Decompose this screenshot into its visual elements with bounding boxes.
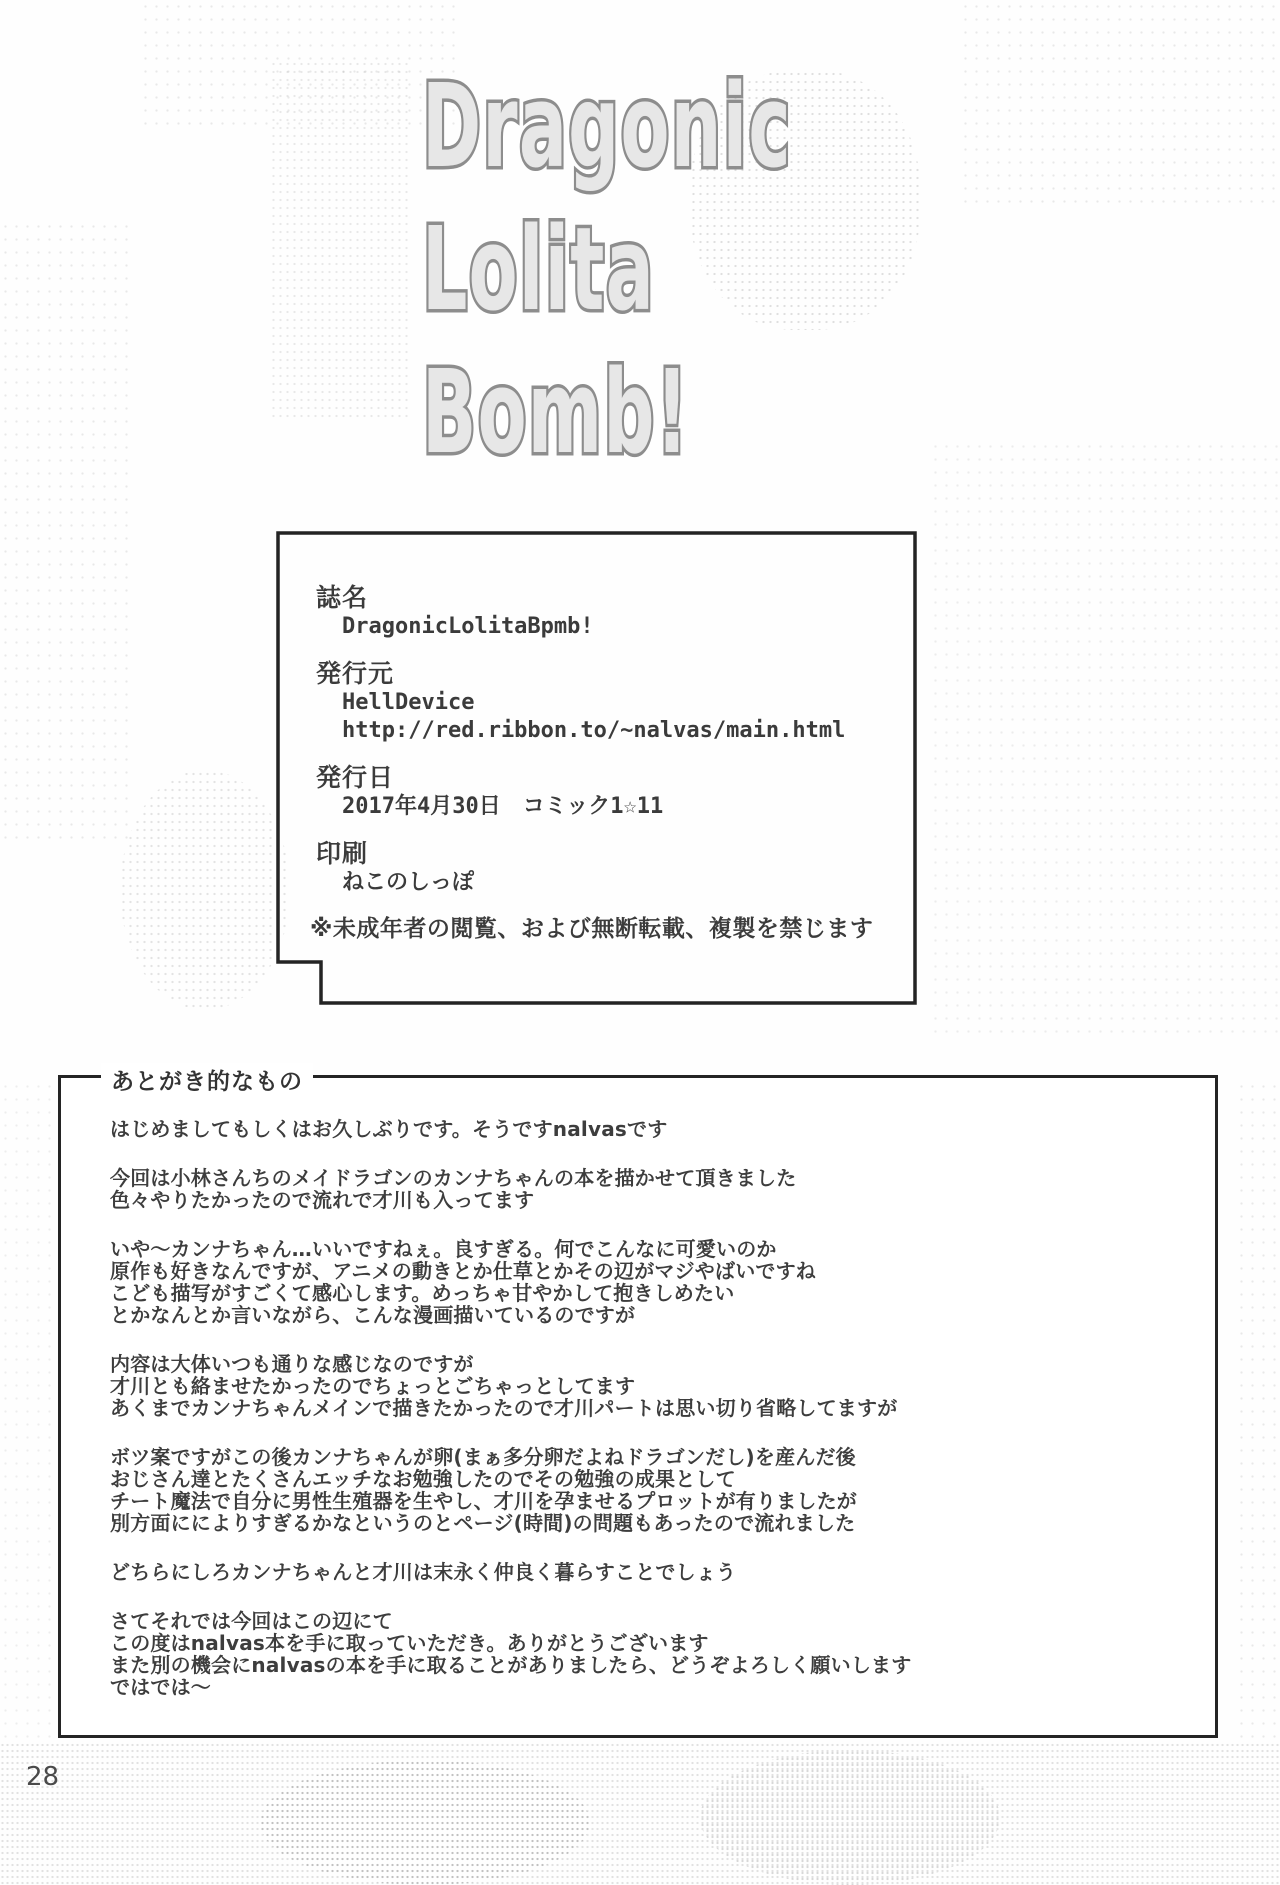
paper-noise — [1236, 1080, 1280, 1740]
colophon-field-title — [278, 583, 912, 641]
afterword-line: はじめましてもしくはお久しぶりです。そうですnalvasです — [110, 1117, 668, 1141]
afterword-line: どちらにしろカンナちゃんと才川は末永く仲良く暮らすことでしょう — [110, 1560, 737, 1584]
field-value: ねこのしっぽ — [342, 870, 475, 895]
colophon-field-publisher — [278, 659, 912, 745]
afterword-line: とかなんとか言いながら、こんな漫画描いているのですが — [110, 1303, 636, 1327]
afterword-line: 別方面にによりすぎるかなというのとページ(時間)の問題もあったので流れました — [110, 1511, 856, 1535]
colophon — [278, 533, 912, 943]
field-label: 発行日 — [316, 763, 395, 792]
afterword-line: 才川とも絡ませたかったのでちょっとごちゃっとしてます — [110, 1374, 636, 1398]
doujin-title — [422, 56, 1019, 485]
afterword-line: チート魔法で自分に男性生殖器を生やし、才川を孕ませるプロットが有りましたが — [110, 1489, 857, 1513]
field-value: HellDevice — [342, 690, 475, 715]
title-line-2: Lolita — [422, 203, 655, 337]
field-value-url: http://red.ribbon.to/~nalvas/main.html — [342, 718, 846, 743]
afterword-paragraph — [110, 1561, 1195, 1583]
paper-noise — [140, 0, 460, 130]
afterword-line: こども描写がすごくて感心します。めっちゃ甘やかして抱きしめたい — [110, 1281, 735, 1305]
paper-noise — [270, 60, 410, 420]
adult-content-notice: ※未成年者の閲覧、および無断転載、複製を禁じます — [310, 916, 874, 942]
afterword-paragraph — [110, 1353, 1195, 1419]
paper-noise — [700, 1750, 1000, 1885]
afterword-line: さてそれでは今回はこの辺にて — [110, 1609, 393, 1633]
afterword-line: 今回は小林さんちのメイドラゴンのカンナちゃんの本を描かせて頂きました — [110, 1166, 797, 1190]
paper-noise — [0, 1080, 52, 1740]
afterword-line: 色々やりたかったので流れで才川も入ってます — [110, 1188, 535, 1212]
afterword-text — [110, 1118, 1195, 1725]
afterword-line: ではでは〜 — [110, 1675, 211, 1699]
afterword-paragraph — [110, 1238, 1195, 1326]
colophon-field-printer — [278, 839, 912, 897]
afterword-paragraph — [110, 1610, 1195, 1698]
field-label: 誌名 — [316, 583, 369, 612]
afterword-line: いや〜カンナちゃん…いいですねぇ。良すぎる。何でこんなに可愛いのか — [110, 1237, 777, 1261]
colophon-field-date — [278, 763, 912, 821]
afterword-box — [58, 1069, 1218, 1738]
field-label: 発行元 — [316, 659, 395, 688]
field-label: 印刷 — [316, 839, 369, 868]
field-value: DragonicLolitaBpmb! — [342, 614, 594, 639]
paper-noise — [0, 220, 130, 840]
afterword-paragraph — [110, 1167, 1195, 1211]
afterword-line: あくまでカンナちゃんメインで描きたかったので才川パートは思い切り省略してますが — [110, 1396, 898, 1420]
paper-noise — [260, 1760, 590, 1885]
afterword-line: 内容は大体いつも通りな感じなのですが — [110, 1352, 474, 1376]
afterword-line: おじさん達とたくさんエッチなお勉強したのでその勉強の成果として — [110, 1467, 736, 1491]
paper-noise — [930, 440, 1280, 1040]
paper-noise — [0, 1742, 1280, 1885]
afterword-line: ボツ案ですがこの後カンナちゃんが卵(まぁ多分卵だよねドラゴンだし)を産んだ後 — [110, 1445, 856, 1469]
title-line-3: Bomb! — [422, 346, 690, 480]
field-value: 2017年4月30日 コミック1☆11 — [342, 794, 664, 819]
afterword-heading: あとがき的なもの — [101, 1063, 313, 1096]
afterword-line: また別の機会にnalvasの本を手に取ることがありましたら、どうぞよろしく願いします — [110, 1653, 912, 1677]
afterword-paragraph — [110, 1446, 1195, 1534]
title-line-1: Dragonic — [422, 60, 792, 194]
afterword-line: 原作も好きなんですが、アニメの動きとか仕草とかその辺がマジやばいですね — [110, 1259, 816, 1283]
page-number: 28 — [26, 1762, 60, 1792]
afterword-paragraph — [110, 1118, 1195, 1140]
paper-noise — [120, 770, 290, 1010]
afterword-line: この度はnalvas本を手に取っていただき。ありがとうございます — [110, 1631, 709, 1655]
